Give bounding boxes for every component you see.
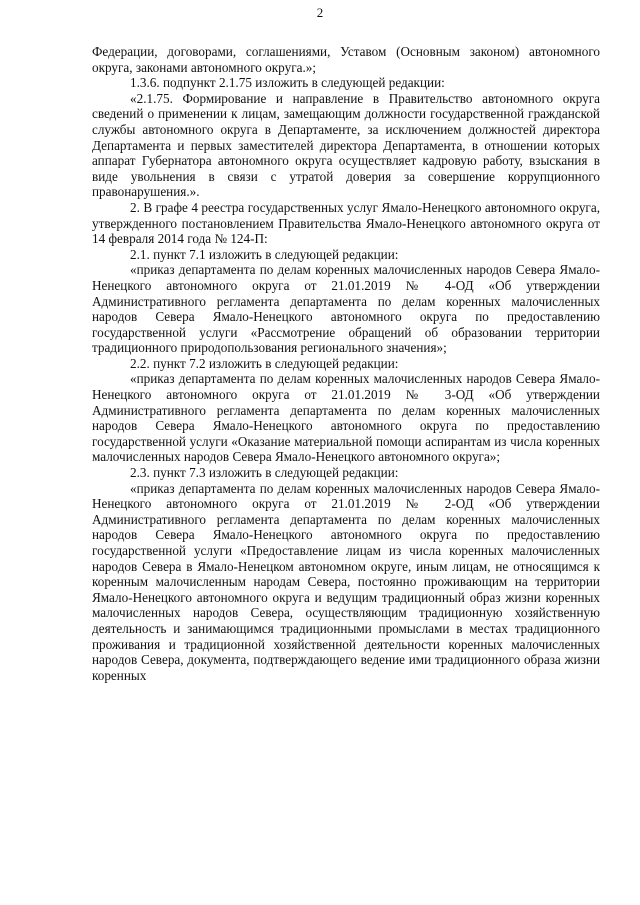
paragraph-2-2-text: «приказ департамента по делам коренных малочисленных народов Севера Ямало-Ненецкого автономного округа от 21.01.2019 № 3-ОД «Об утверждении Административного регламента департамента по делам коренных малочисленных народов Севера Ямало-Ненецкого автономного округа по предоставлению государственной услуги «Оказание материальной помощи аспирантам из числа коренных малочисленных народов Севера Ямало-Ненецкого автономного округа»; [92, 371, 600, 465]
paragraph-2-1: 2.1. пункт 7.1 изложить в следующей редакции: [130, 246, 399, 262]
paragraph-2-3: 2.3. пункт 7.3 изложить в следующей редакции: [130, 465, 399, 481]
paragraph-2-1-text: «приказ департамента по делам коренных малочисленных народов Севера Ямало-Ненецкого автономного округа от 21.01.2019 № 4-ОД «Об утверждении Административного регламента департамента по делам коренных малочисленных народов Севера Ямало-Ненецкого автономного округа по предоставлению государственной услуги «Рассмотрение обращений об образовании территории традиционного природопользования регионального значения»; [92, 262, 600, 356]
paragraph-2-1-75: «2.1.75. Формирование и направление в Правительство автономного округа сведений о применении к лицам, замещающим должности государственной гражданской службы автономного округа в Департаменте, за исключением должностей директора Департамента и первых заместителей директора Департамента, в отношении которых аппарат Губернатора автономного округа осуществляет кадровую работу, взыскания в виде увольнения в связи с утратой доверия за совершение коррупционного правонарушения.». [92, 90, 600, 200]
paragraph-2-3-text: «приказ департамента по делам коренных малочисленных народов Севера Ямало-Ненецкого автономного округа от 21.01.2019 № 2-ОД «Об утверждении Административного регламента департамента по делам коренных малочисленных народов Севера Ямало-Ненецкого автономного округа по предоставлению государственной услуги «Предоставление лицам из числа коренных малочисленных народов Севера в Ямало-Ненецком автономном округе, иным лицам, не относящимся к коренным малочисленным народам Севера, постоянно проживающим на территории Ямало-Ненецкого автономного округа и ведущим традиционный образ жизни коренных малочисленных народов Севера, осуществляющим традиционную хозяйственную деятельность и занимающимся традиционными промыслами в местах традиционного проживания и традиционной хозяйственной деятельности коренных малочисленных народов Севера, документа, подтверждающего ведение ими традиционного образа жизни коренных [92, 480, 600, 683]
paragraph-2: 2. В графе 4 реестра государственных услуг Ямало-Ненецкого автономного округа, утвержденного постановлением Правительства Ямало-Ненецкого автономного округа от 14 февраля 2014 года № 124-П: [92, 199, 600, 247]
paragraph-1-3-6: 1.3.6. подпункт 2.1.75 изложить в следующей редакции: [130, 75, 445, 91]
paragraph-2-2: 2.2. пункт 7.2 изложить в следующей редакции: [130, 355, 399, 371]
page-number: 2 [316, 5, 324, 20]
document-body [92, 44, 600, 683]
paragraph-continuation: Федерации, договорами, соглашениями, Уставом (Основным законом) автономного округа, законами автономного округа.»; [92, 44, 600, 75]
